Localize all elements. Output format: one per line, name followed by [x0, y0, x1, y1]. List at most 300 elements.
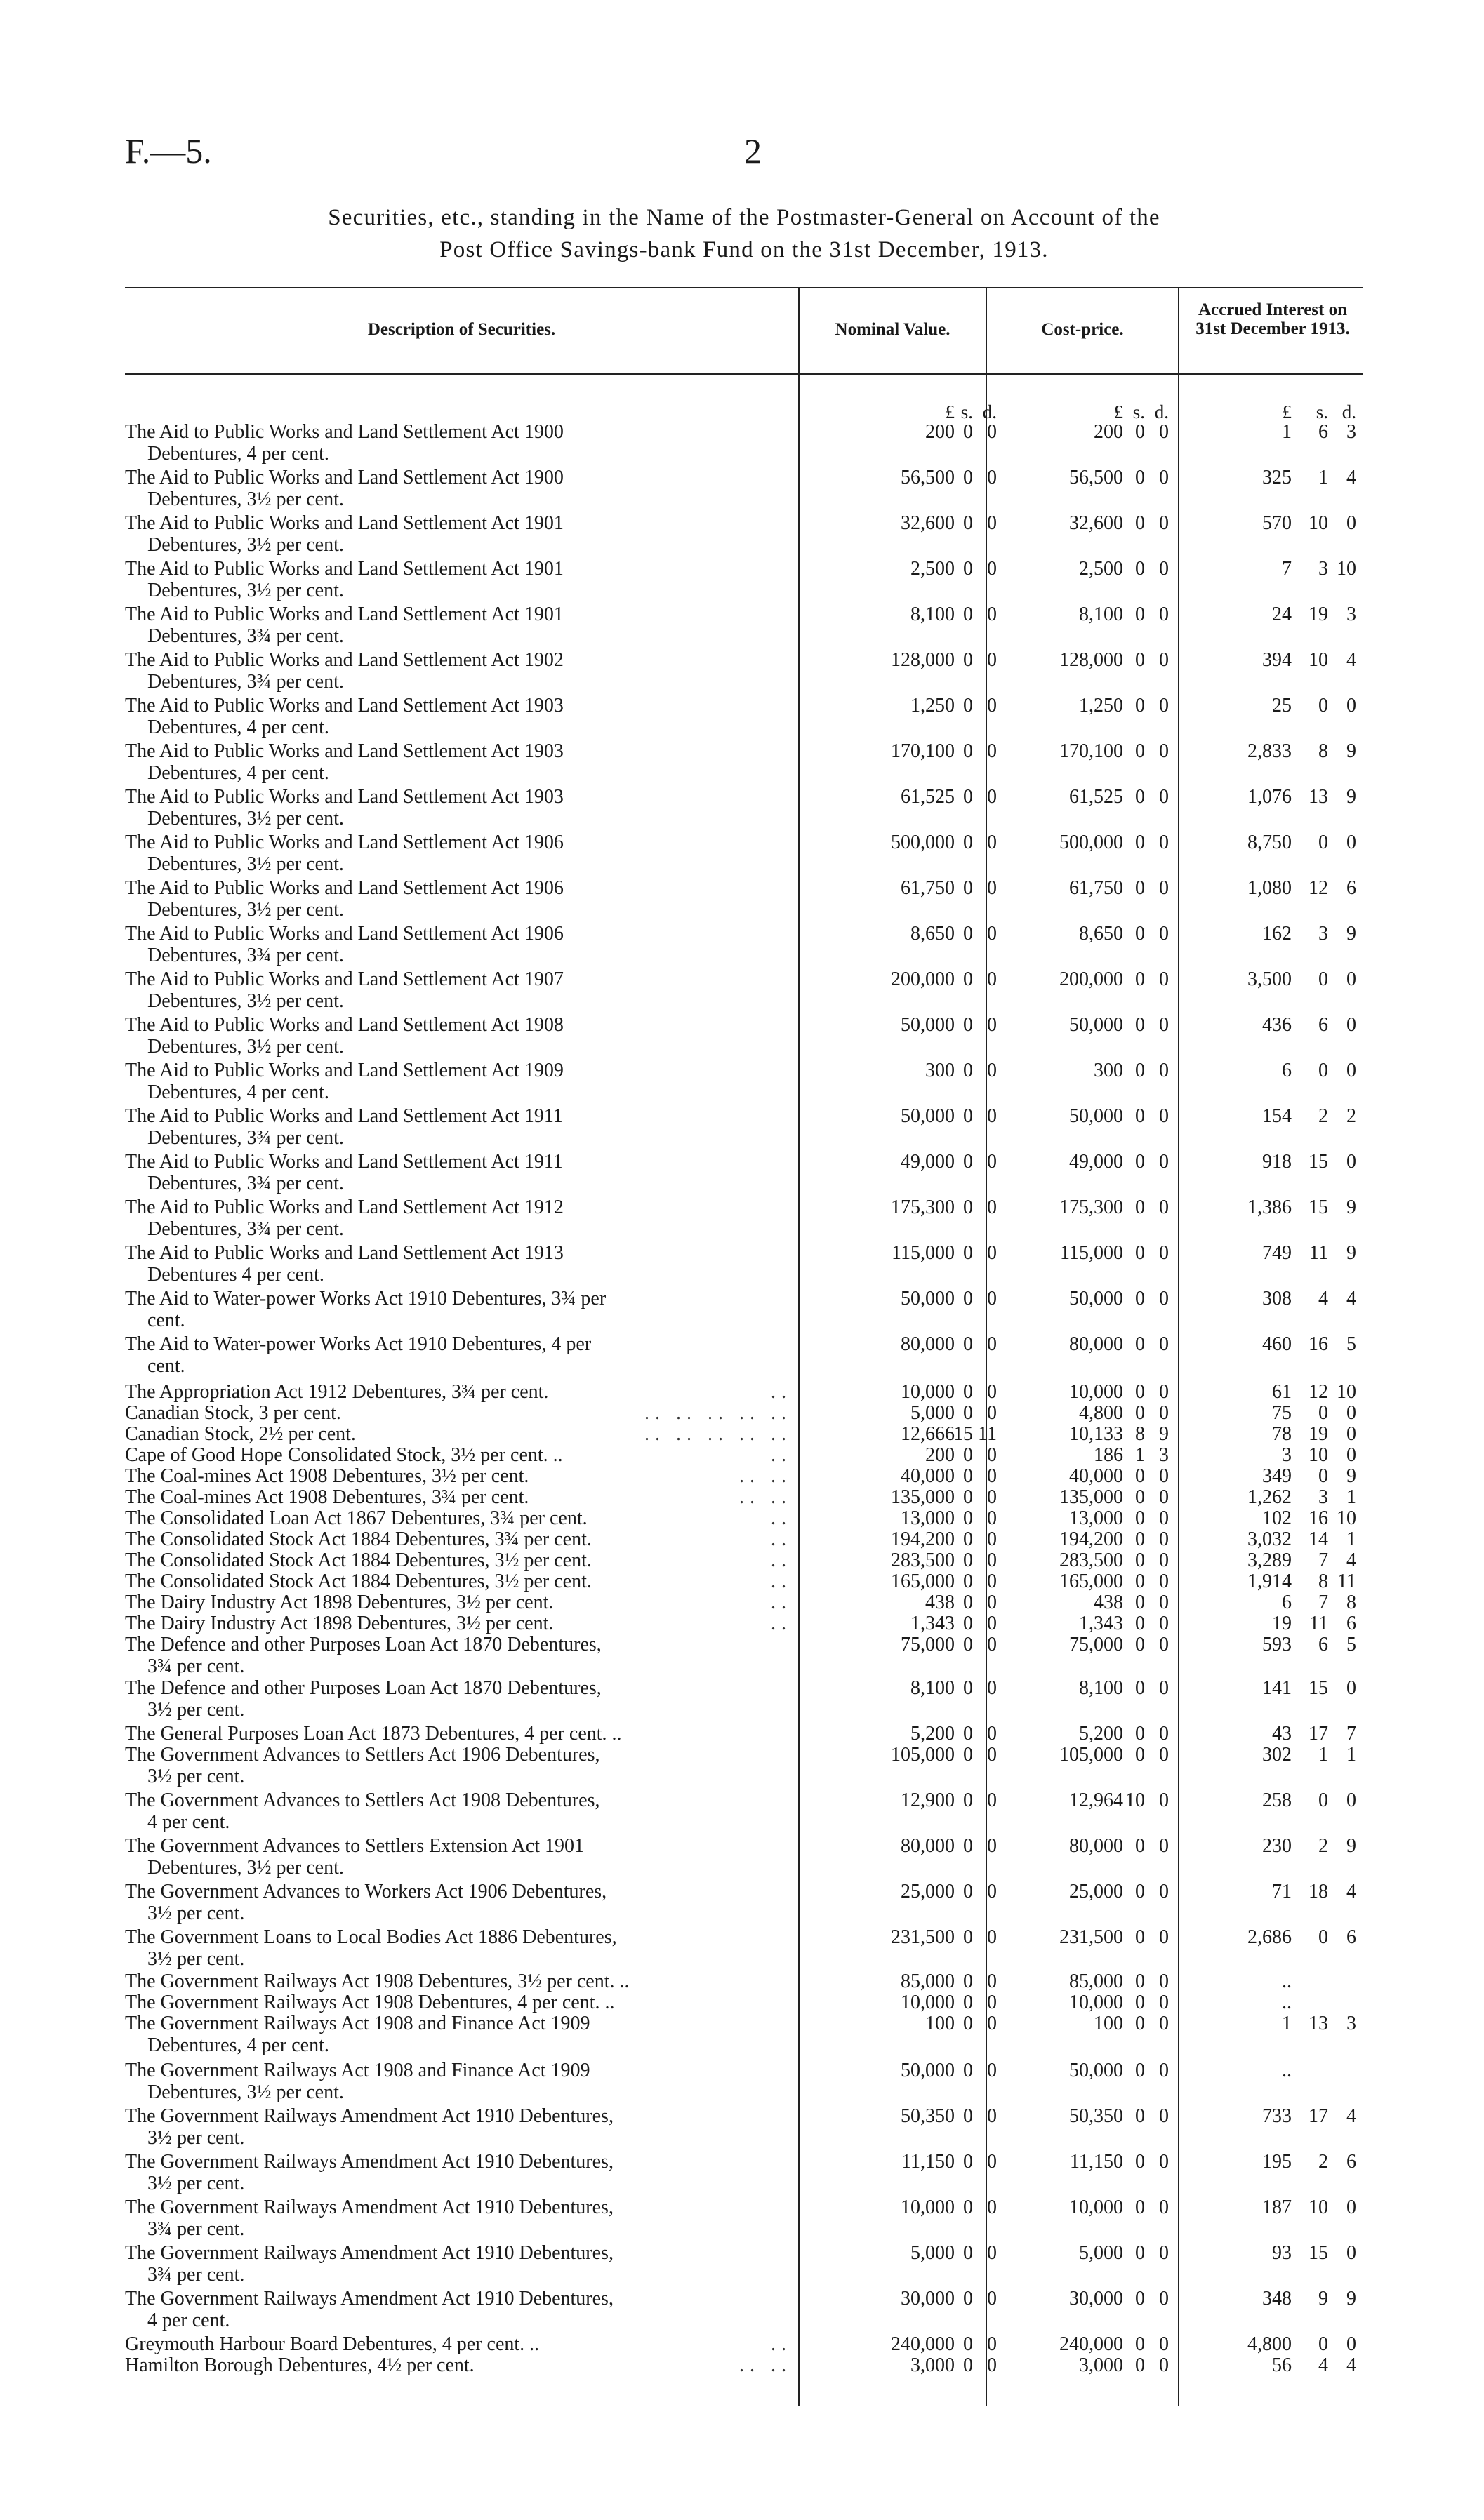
security-description — [125, 1528, 792, 1550]
cost-pounds: 50,350 — [1069, 2105, 1123, 2127]
accrued-pounds: 75 — [1272, 1402, 1292, 1424]
accrued-pence: 0 — [1346, 1060, 1356, 1081]
accrued-pounds: 918 — [1262, 1151, 1292, 1173]
nominal-pence: 0 — [987, 1105, 997, 1127]
accrued-pounds: 258 — [1262, 1789, 1292, 1811]
nominal-shillings: 0 — [963, 2288, 973, 2309]
accrued-shillings: 3 — [1318, 923, 1328, 945]
security-description — [125, 2060, 792, 2103]
accrued-pence: 0 — [1346, 968, 1356, 990]
accrued-shillings: 13 — [1309, 786, 1328, 808]
accrued-pounds: 302 — [1262, 1744, 1292, 1766]
security-description — [125, 2242, 792, 2286]
nominal-pounds: 3,000 — [910, 2354, 955, 2376]
description-line-1: Cape of Good Hope Consolidated Stock, 3½ per cent. .. — [125, 1444, 563, 1466]
accrued-pence: 0 — [1346, 832, 1356, 853]
nominal-pounds: 85,000 — [901, 1971, 955, 1992]
nominal-pounds: 10,000 — [901, 1381, 955, 1403]
accrued-pence: 0 — [1346, 1677, 1356, 1699]
accrued-pounds: 6 — [1282, 1592, 1292, 1613]
nominal-pounds: 175,300 — [891, 1196, 955, 1218]
leader-dots: .. — [771, 1528, 792, 1550]
nominal-pounds: 32,600 — [901, 512, 955, 534]
security-description — [125, 1549, 792, 1571]
security-description — [125, 1507, 792, 1529]
security-description — [125, 695, 792, 738]
accrued-shillings: 0 — [1318, 1926, 1328, 1948]
nominal-shillings: 0 — [963, 2242, 973, 2264]
description-line-1: The Aid to Public Works and Land Settlement Act 1906 — [125, 832, 564, 853]
nominal-pounds: 240,000 — [891, 2333, 955, 2355]
nominal-pounds: 8,100 — [910, 604, 955, 625]
nominal-shillings: 0 — [963, 1151, 973, 1173]
nominal-pence: 0 — [987, 421, 997, 443]
description-line-1: The Government Railways Amendment Act 1910 Debentures, — [125, 2196, 614, 2218]
cost-shillings: 0 — [1135, 923, 1145, 945]
nominal-shillings: 0 — [963, 1242, 973, 1264]
security-description — [125, 1381, 792, 1403]
accrued-pence: 0 — [1346, 1423, 1356, 1445]
cost-pence: 0 — [1159, 1571, 1169, 1592]
nominal-shillings: 0 — [963, 1744, 973, 1766]
nominal-shillings: 0 — [963, 1486, 973, 1508]
cost-pence: 0 — [1159, 2288, 1169, 2309]
nominal-pence: 0 — [987, 2288, 997, 2309]
cost-pounds: 61,750 — [1069, 877, 1123, 899]
nominal-pounds: 75,000 — [901, 1634, 955, 1655]
accrued-pounds: 2,833 — [1247, 740, 1292, 762]
description-line-2: 3½ per cent. — [147, 2173, 245, 2194]
nominal-shillings: 0 — [963, 1444, 973, 1466]
nominal-shillings: 0 — [963, 1677, 973, 1699]
nominal-shillings: 0 — [963, 1992, 973, 2013]
nominal-pounds: 50,000 — [901, 1105, 955, 1127]
description-line-1: The Government Railways Act 1908 and Finance Act 1909 — [125, 2013, 590, 2034]
security-description — [125, 467, 792, 510]
cost-pence: 0 — [1159, 1105, 1169, 1127]
accrued-pounds: 141 — [1262, 1677, 1292, 1699]
accrued-shillings: 10 — [1309, 1444, 1328, 1466]
description-line-1: Canadian Stock, 3 per cent. — [125, 1402, 341, 1424]
description-line-2: Debentures, 4 per cent. — [147, 716, 329, 738]
nominal-pounds: 283,500 — [891, 1549, 955, 1571]
leader-dots: .. — [771, 1444, 792, 1466]
nominal-pounds: 5,000 — [910, 1402, 955, 1424]
cost-pence: 0 — [1159, 2013, 1169, 2034]
security-description — [125, 1881, 792, 1924]
cost-shillings: 0 — [1135, 1592, 1145, 1613]
nominal-pounds: 49,000 — [901, 1151, 955, 1173]
nominal-pence: 0 — [987, 1196, 997, 1218]
description-line-2: Debentures, 3¾ per cent. — [147, 1127, 344, 1149]
column-header-cost: Cost-price. — [1041, 320, 1124, 339]
security-description — [125, 832, 792, 875]
cost-pence: 0 — [1159, 558, 1169, 580]
nominal-pence: 0 — [987, 877, 997, 899]
cost-shillings: 0 — [1135, 604, 1145, 625]
description-line-1: The Government Advances to Workers Act 1906 Debentures, — [125, 1881, 607, 1902]
nominal-pence: 0 — [987, 1926, 997, 1948]
unit-shilling-nominal: s. — [960, 401, 973, 422]
leader-dots: .. — [771, 2333, 792, 2355]
nominal-pence: 0 — [987, 968, 997, 990]
security-description — [125, 1196, 792, 1240]
description-line-1: The Consolidated Loan Act 1867 Debentures, 3¾ per cent. — [125, 1507, 588, 1529]
cost-shillings: 0 — [1135, 1744, 1145, 1766]
description-line-1: The Government Advances to Settlers Act 1906 Debentures, — [125, 1744, 600, 1766]
nominal-pence: 0 — [987, 2354, 997, 2376]
nominal-pence: 0 — [987, 1014, 997, 1036]
cost-pounds: 128,000 — [1059, 649, 1123, 671]
cost-shillings: 0 — [1135, 558, 1145, 580]
nominal-shillings: 0 — [963, 1571, 973, 1592]
leader-dots: .. .. — [739, 2354, 792, 2376]
cost-pounds: 2,500 — [1079, 558, 1123, 580]
cost-pence: 0 — [1159, 695, 1169, 716]
cost-shillings: 0 — [1135, 1571, 1145, 1592]
nominal-pence: 0 — [987, 695, 997, 716]
accrued-shillings: 15 — [1309, 1677, 1328, 1699]
accrued-pence: 0 — [1346, 1402, 1356, 1424]
security-description — [125, 2288, 792, 2331]
accrued-shillings: 9 — [1318, 2288, 1328, 2309]
accrued-shillings: 18 — [1309, 1881, 1328, 1902]
accrued-pounds: 593 — [1262, 1634, 1292, 1655]
security-description — [125, 1444, 792, 1466]
description-line-2: Debentures, 3¾ per cent. — [147, 671, 344, 693]
accrued-pounds: 162 — [1262, 923, 1292, 945]
accrued-pence: 2 — [1346, 1105, 1356, 1127]
nominal-shillings: 0 — [963, 1105, 973, 1127]
cost-shillings: 0 — [1135, 1333, 1145, 1355]
cost-shillings: 0 — [1135, 1926, 1145, 1948]
cost-pence: 0 — [1159, 1507, 1169, 1529]
cost-shillings: 0 — [1135, 1971, 1145, 1992]
security-description — [125, 1060, 792, 1103]
cost-pence: 0 — [1159, 877, 1169, 899]
cost-shillings: 0 — [1135, 1677, 1145, 1699]
cost-pounds: 80,000 — [1069, 1835, 1123, 1857]
cost-pence: 0 — [1159, 2105, 1169, 2127]
description-line-2: Debentures, 3½ per cent. — [147, 853, 344, 875]
accrued-pounds: 570 — [1262, 512, 1292, 534]
cost-shillings: 1 — [1135, 1444, 1145, 1466]
accrued-pence: 6 — [1346, 2151, 1356, 2173]
security-description — [125, 2151, 792, 2194]
nominal-pence: 0 — [987, 1486, 997, 1508]
accrued-pounds: 325 — [1262, 467, 1292, 488]
nominal-shillings: 0 — [963, 1465, 973, 1487]
description-line-2: Debentures, 3¾ per cent. — [147, 945, 344, 966]
nominal-shillings: 0 — [963, 1507, 973, 1529]
cost-shillings: 0 — [1135, 1634, 1145, 1655]
description-line-1: The Government Railways Act 1908 Debentures, 3½ per cent. .. — [125, 1971, 630, 1992]
cost-pence: 0 — [1159, 1402, 1169, 1424]
cost-pence: 0 — [1159, 1926, 1169, 1948]
description-line-1: Hamilton Borough Debentures, 4½ per cent. — [125, 2354, 475, 2376]
cost-pence: 0 — [1159, 421, 1169, 443]
nominal-pence: 0 — [987, 923, 997, 945]
nominal-pounds: 50,000 — [901, 1288, 955, 1309]
cost-pounds: 40,000 — [1069, 1465, 1123, 1487]
description-line-1: The Government Loans to Local Bodies Act 1886 Debentures, — [125, 1926, 617, 1948]
nominal-pence: 0 — [987, 1402, 997, 1424]
nominal-shillings: 0 — [963, 467, 973, 488]
cost-pence: 0 — [1159, 1288, 1169, 1309]
nominal-pounds: 200 — [925, 1444, 955, 1466]
accrued-pounds: 348 — [1262, 2288, 1292, 2309]
description-line-1: The Aid to Public Works and Land Settlement Act 1911 — [125, 1105, 563, 1127]
nominal-shillings: 0 — [963, 740, 973, 762]
cost-shillings: 0 — [1135, 1465, 1145, 1487]
description-line-2: 3½ per cent. — [147, 1766, 245, 1787]
nominal-pounds: 50,000 — [901, 2060, 955, 2081]
description-line-1: The Aid to Public Works and Land Settlement Act 1912 — [125, 1196, 564, 1218]
security-description — [125, 1465, 792, 1487]
nominal-pounds: 200 — [925, 421, 955, 443]
accrued-pence: 4 — [1346, 649, 1356, 671]
accrued-pounds: 3,032 — [1247, 1528, 1292, 1550]
description-line-1: The Consolidated Stock Act 1884 Debentures, 3¾ per cent. — [125, 1528, 592, 1550]
cost-pence: 0 — [1159, 1744, 1169, 1766]
cost-pounds: 1,343 — [1079, 1613, 1123, 1634]
cost-shillings: 0 — [1135, 877, 1145, 899]
cost-shillings: 0 — [1135, 2333, 1145, 2355]
description-line-1: The Defence and other Purposes Loan Act 1870 Debentures, — [125, 1677, 602, 1699]
cost-pounds: 5,000 — [1079, 2242, 1123, 2264]
nominal-shillings: 0 — [963, 1789, 973, 1811]
leader-dots: .. — [771, 1613, 792, 1634]
nominal-pounds: 80,000 — [901, 1835, 955, 1857]
description-line-1: The Appropriation Act 1912 Debentures, 3¾ per cent. — [125, 1381, 549, 1403]
nominal-pence: 0 — [987, 1060, 997, 1081]
accrued-shillings: 16 — [1309, 1333, 1328, 1355]
nominal-pence: 0 — [987, 1613, 997, 1634]
description-line-1: The Aid to Public Works and Land Settlement Act 1911 — [125, 1151, 563, 1173]
cost-pounds: 85,000 — [1069, 1971, 1123, 1992]
accrued-pounds: 25 — [1272, 695, 1292, 716]
nominal-shillings: 0 — [963, 786, 973, 808]
nominal-shillings: 0 — [963, 558, 973, 580]
cost-pounds: 13,000 — [1069, 1507, 1123, 1529]
security-description — [125, 1014, 792, 1058]
accrued-pounds: 24 — [1272, 604, 1292, 625]
security-description — [125, 1677, 792, 1721]
accrued-pence: 4 — [1346, 1881, 1356, 1902]
accrued-pounds: 71 — [1272, 1881, 1292, 1902]
description-line-1: The Aid to Public Works and Land Settlement Act 1903 — [125, 786, 564, 808]
security-description — [125, 2105, 792, 2149]
nominal-pounds: 500,000 — [891, 832, 955, 853]
nominal-pounds: 135,000 — [891, 1486, 955, 1508]
cost-pence: 0 — [1159, 1151, 1169, 1173]
cost-pence: 0 — [1159, 1881, 1169, 1902]
cost-pounds: 32,600 — [1069, 512, 1123, 534]
accrued-pounds: 394 — [1262, 649, 1292, 671]
nominal-shillings: 0 — [963, 1881, 973, 1902]
cost-pence: 0 — [1159, 1528, 1169, 1550]
nominal-pence: 0 — [987, 1444, 997, 1466]
security-description — [125, 1288, 792, 1331]
cost-pounds: 49,000 — [1069, 1151, 1123, 1173]
accrued-pounds: 733 — [1262, 2105, 1292, 2127]
accrued-shillings: 17 — [1309, 2105, 1328, 2127]
nominal-pence: 0 — [987, 1881, 997, 1902]
accrued-pounds: 7 — [1282, 558, 1292, 580]
description-line-2: 3½ per cent. — [147, 1699, 245, 1721]
nominal-pounds: 115,000 — [892, 1242, 955, 1264]
nominal-pence: 0 — [987, 604, 997, 625]
description-line-1: The Aid to Water-power Works Act 1910 Debentures, 3¾ per — [125, 1288, 607, 1309]
description-line-1: The Aid to Public Works and Land Settlement Act 1901 — [125, 558, 564, 580]
nominal-shillings: 0 — [963, 421, 973, 443]
security-description — [125, 2196, 792, 2240]
security-description — [125, 1486, 792, 1508]
cost-pence: 3 — [1159, 1444, 1169, 1466]
description-line-1: The Government Railways Amendment Act 1910 Debentures, — [125, 2288, 614, 2309]
nominal-pence: 0 — [987, 2196, 997, 2218]
security-description — [125, 1634, 792, 1677]
nominal-pence: 0 — [987, 1677, 997, 1699]
security-description — [125, 1151, 792, 1194]
accrued-pence: 6 — [1346, 1613, 1356, 1634]
description-line-2: 3½ per cent. — [147, 1948, 245, 1970]
cost-pounds: 50,000 — [1069, 2060, 1123, 2081]
nominal-pence: 0 — [987, 2242, 997, 2264]
cost-shillings: 0 — [1135, 1242, 1145, 1264]
cost-shillings: 0 — [1135, 421, 1145, 443]
accrued-pounds: 3 — [1282, 1444, 1292, 1466]
nominal-pounds: 56,500 — [901, 467, 955, 488]
accrued-pence: 10 — [1337, 1381, 1356, 1403]
unit-pound-accrued: £ — [1282, 401, 1292, 422]
accrued-pence: 9 — [1346, 923, 1356, 945]
nominal-pence: 0 — [987, 2060, 997, 2081]
nominal-shillings: 0 — [963, 1549, 973, 1571]
cost-shillings: 0 — [1135, 1486, 1145, 1508]
accrued-pence: 4 — [1346, 2105, 1356, 2127]
column-header-nominal: Nominal Value. — [835, 320, 950, 339]
leader-dots: .. .. — [739, 1486, 792, 1508]
description-line-1: The Aid to Public Works and Land Settlement Act 1906 — [125, 877, 564, 899]
nominal-pounds: 100 — [925, 2013, 955, 2034]
cost-pounds: 10,000 — [1069, 1992, 1123, 2013]
nominal-pence: 0 — [987, 2105, 997, 2127]
accrued-pence: 5 — [1346, 1634, 1356, 1655]
unit-shilling-cost: s. — [1132, 401, 1145, 422]
cost-pounds: 200 — [1094, 421, 1123, 443]
cost-pounds: 186 — [1094, 1444, 1123, 1466]
cost-pence: 0 — [1159, 1835, 1169, 1857]
description-line-1: The Government Advances to Settlers Act 1908 Debentures, — [125, 1789, 600, 1811]
leader-dots: .. — [771, 1592, 792, 1613]
cost-pence: 0 — [1159, 649, 1169, 671]
cost-pounds: 25,000 — [1069, 1881, 1123, 1902]
accrued-shillings: 1 — [1318, 467, 1328, 488]
page-number: 2 — [744, 131, 762, 171]
unit-shilling-accrued: s. — [1316, 401, 1328, 422]
cost-pounds: 4,800 — [1079, 1402, 1123, 1424]
description-line-2: Debentures, 3¾ per cent. — [147, 1173, 344, 1194]
accrued-shillings: 19 — [1309, 1423, 1328, 1445]
leader-dots: .. — [771, 1549, 792, 1571]
description-line-1: The Dairy Industry Act 1898 Debentures, 3½ per cent. — [125, 1592, 554, 1613]
accrued-pence: 4 — [1346, 467, 1356, 488]
description-line-1: The Aid to Public Works and Land Settlement Act 1907 — [125, 968, 564, 990]
cost-pence: 0 — [1159, 1333, 1169, 1355]
accrued-pounds: 1 — [1282, 2013, 1292, 2034]
leader-dots: .. — [771, 1571, 792, 1592]
nominal-pence: 0 — [987, 512, 997, 534]
accrued-pence: 0 — [1346, 512, 1356, 534]
leader-dots: .. .. .. .. .. — [644, 1402, 792, 1424]
cost-shillings: 0 — [1135, 1881, 1145, 1902]
description-line-2: Debentures, 3½ per cent. — [147, 808, 344, 829]
nominal-shillings: 0 — [963, 1926, 973, 1948]
accrued-pence: 0 — [1346, 1444, 1356, 1466]
accrued-shillings: 7 — [1318, 1592, 1328, 1613]
cost-shillings: 0 — [1135, 1549, 1145, 1571]
nominal-pounds: 128,000 — [891, 649, 955, 671]
nominal-shillings: 0 — [963, 832, 973, 853]
nominal-pounds: 8,650 — [910, 923, 955, 945]
accrued-pounds: 6 — [1282, 1060, 1292, 1081]
cost-shillings: 0 — [1135, 1105, 1145, 1127]
nominal-pounds: 8,100 — [910, 1677, 955, 1699]
accrued-pounds: 460 — [1262, 1333, 1292, 1355]
security-description — [125, 968, 792, 1012]
security-description — [125, 2333, 792, 2355]
accrued-pounds: 1,914 — [1247, 1571, 1292, 1592]
nominal-pounds: 30,000 — [901, 2288, 955, 2309]
accrued-pounds: 154 — [1262, 1105, 1292, 1127]
cost-shillings: 0 — [1135, 1507, 1145, 1529]
security-description — [125, 1835, 792, 1879]
nominal-shillings: 0 — [963, 2354, 973, 2376]
nominal-pounds: 10,000 — [901, 1992, 955, 2013]
accrued-pounds: .. — [1282, 1971, 1292, 1992]
cost-pence: 0 — [1159, 1014, 1169, 1036]
accrued-shillings: 8 — [1318, 1571, 1328, 1592]
nominal-shillings: 0 — [963, 2151, 973, 2173]
security-description — [125, 1592, 792, 1613]
cost-pence: 0 — [1159, 2242, 1169, 2264]
cost-pence: 9 — [1159, 1423, 1169, 1445]
description-line-2: Debentures, 3½ per cent. — [147, 2081, 344, 2103]
cost-pounds: 8,100 — [1079, 1677, 1123, 1699]
cost-shillings: 0 — [1135, 1613, 1145, 1634]
accrued-pence: 9 — [1346, 2288, 1356, 2309]
accrued-pounds: .. — [1282, 2060, 1292, 2081]
cost-pounds: 500,000 — [1059, 832, 1123, 853]
cost-pence: 0 — [1159, 786, 1169, 808]
cost-pounds: 10,000 — [1069, 2196, 1123, 2218]
accrued-pounds: 749 — [1262, 1242, 1292, 1264]
nominal-shillings: 0 — [963, 1528, 973, 1550]
description-line-1: The Aid to Public Works and Land Settlement Act 1901 — [125, 604, 564, 625]
accrued-shillings: 0 — [1318, 968, 1328, 990]
accrued-pence: 0 — [1346, 1014, 1356, 1036]
accrued-pence: 11 — [1337, 1571, 1356, 1592]
nominal-pence: 0 — [987, 1242, 997, 1264]
cost-pence: 0 — [1159, 2151, 1169, 2173]
accrued-pence: 6 — [1346, 877, 1356, 899]
nominal-pence: 0 — [987, 1744, 997, 1766]
nominal-pounds: 105,000 — [891, 1744, 955, 1766]
accrued-shillings: 6 — [1318, 421, 1328, 443]
accrued-shillings: 4 — [1318, 2354, 1328, 2376]
description-line-2: 3½ per cent. — [147, 2127, 245, 2149]
